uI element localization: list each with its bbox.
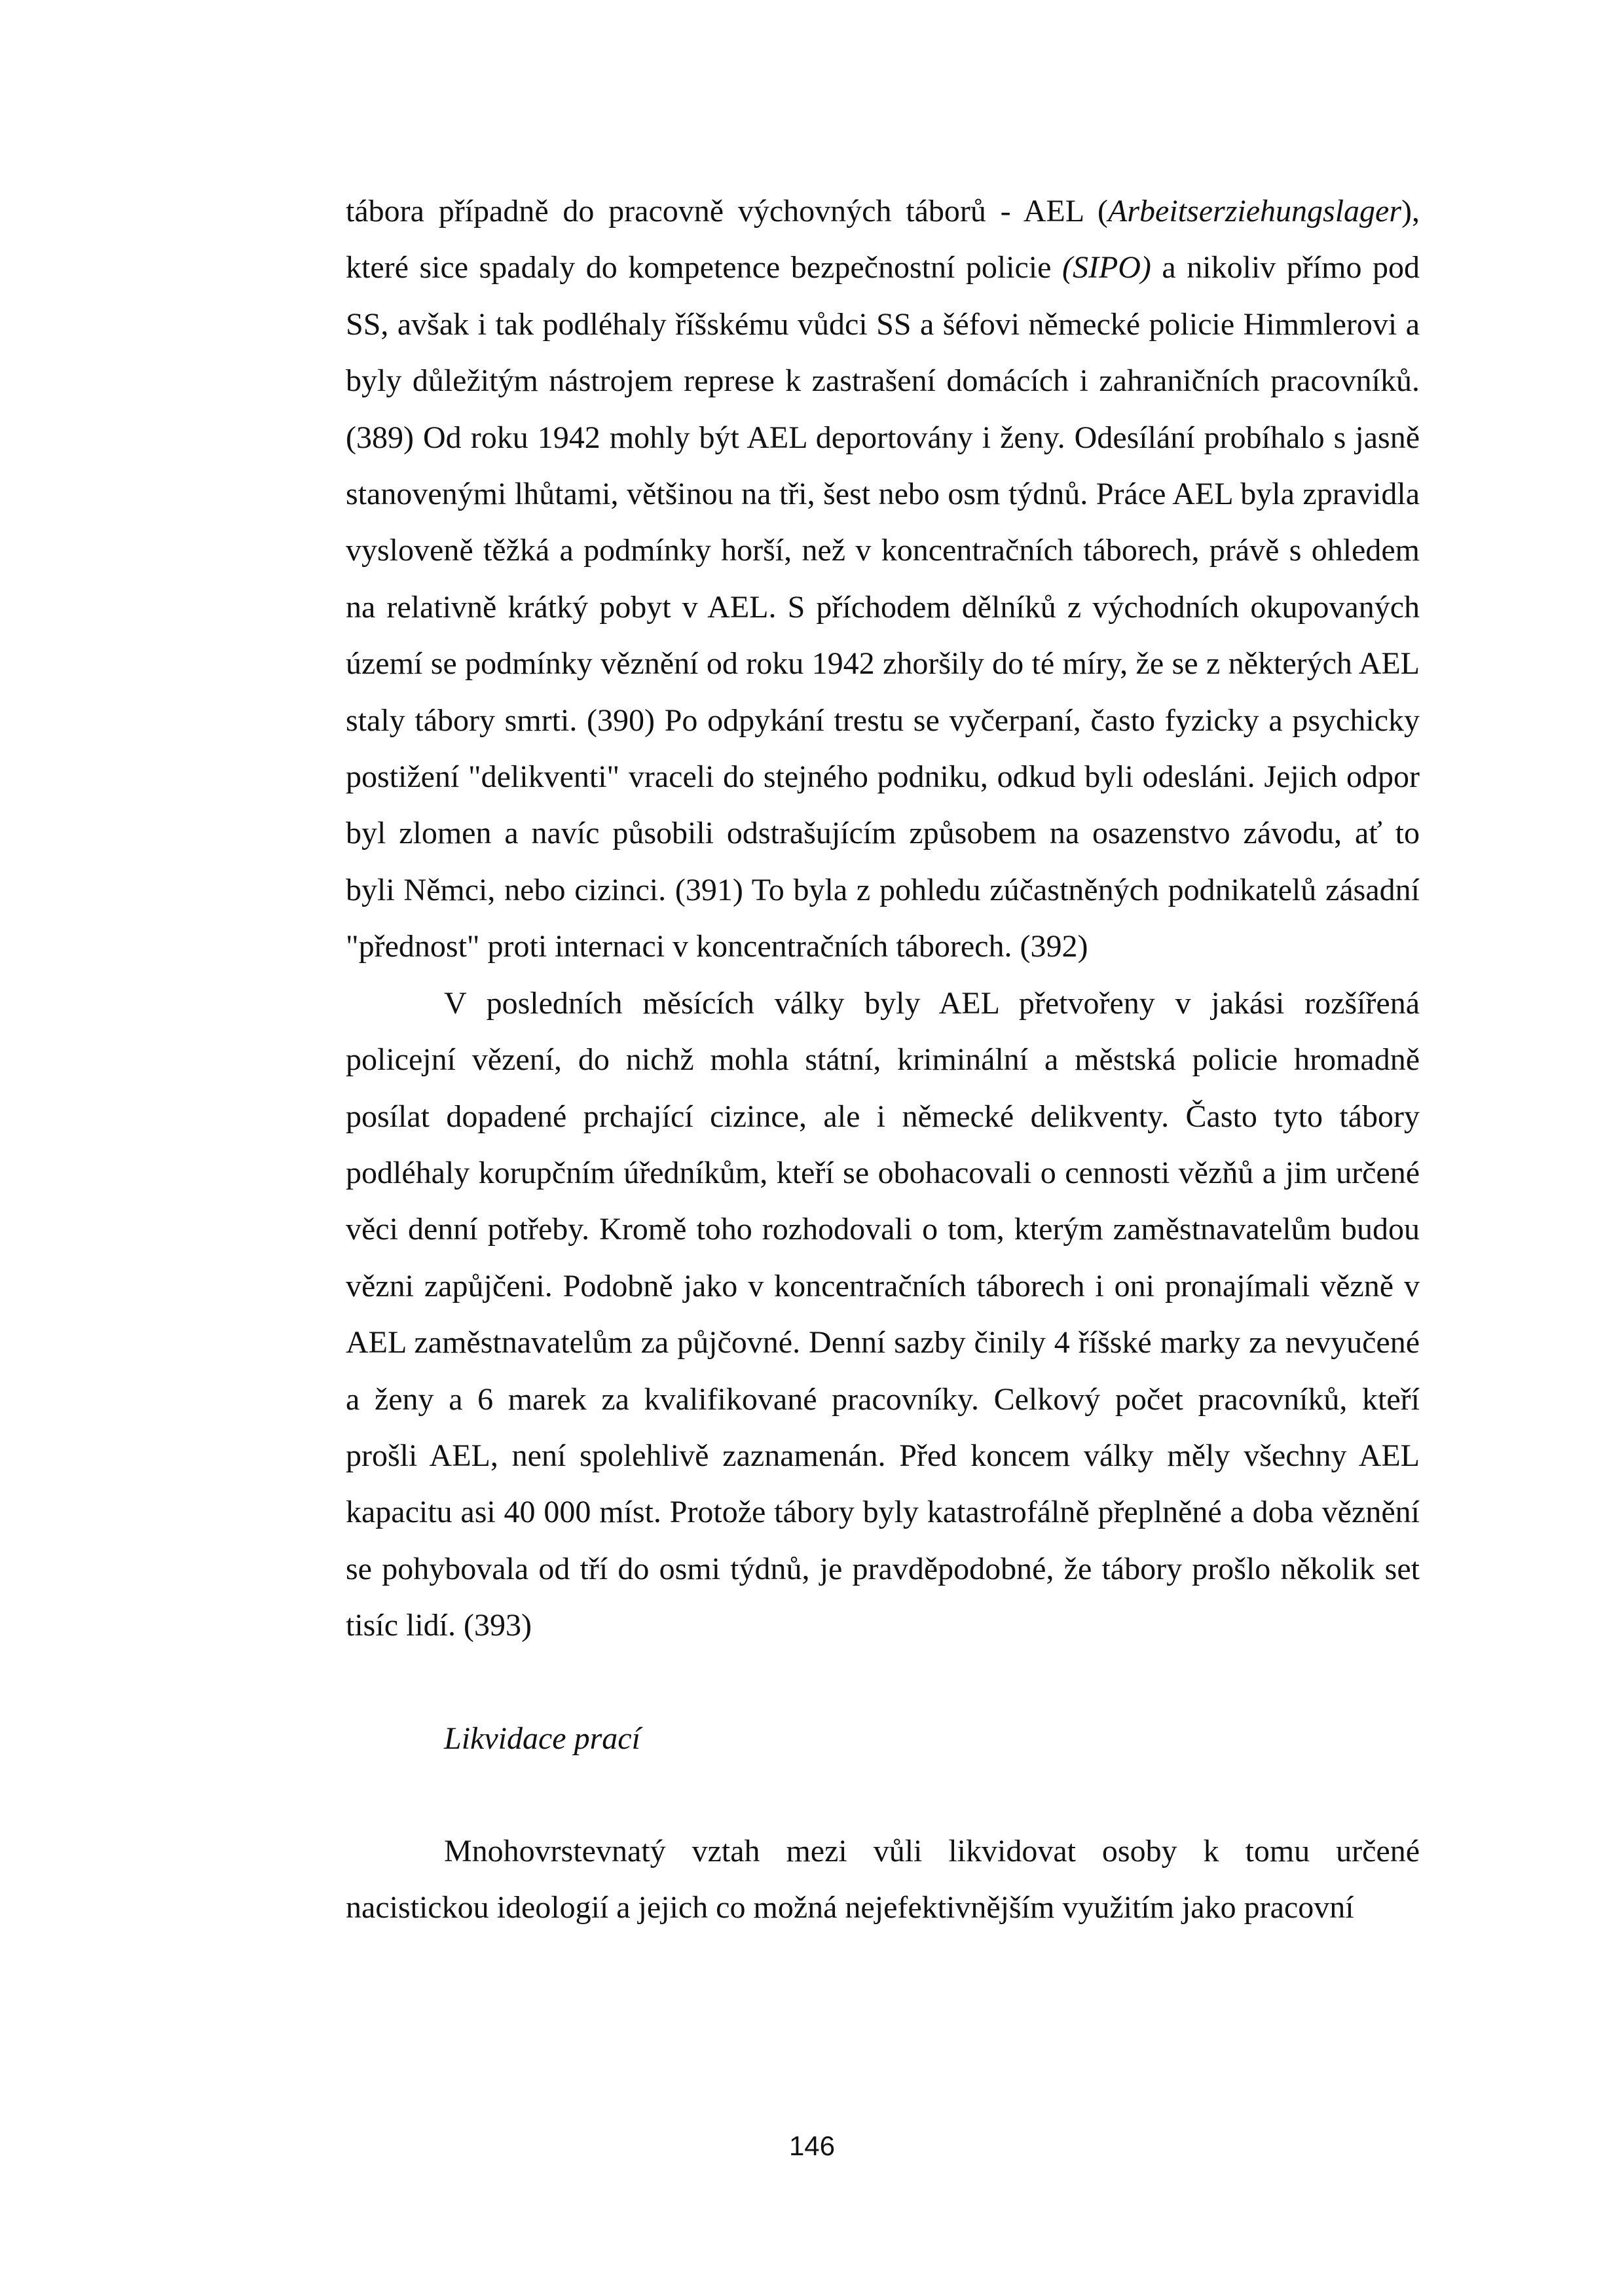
section-subheading: Likvidace prací: [444, 1721, 640, 1756]
page-number: 146: [788, 2130, 836, 2161]
text-segment: a nikoliv přímo pod SS, avšak i tak podléhaly říšskému vůdci SS a šéfovi německé policie Himmlerovi a byly důležitým nástrojem represe k zastrašení domácích i zahraničních pracovníků. (389) Od roku 1942 mohly být AEL deportovány i ženy. Odesílání probíhalo s jasně stanovenými lhůtami, většinou na tři, šest nebo osm týdnů. Práce AEL byla zpravidla vysloveně těžká a podmínky horší, než v koncentračních táborech, právě s ohledem na relativně krátký pobyt v AEL. S příchodem dělníků z východních okupovaných území se podmínky věznění od roku 1942 zhoršily do té míry, že se z některých AEL staly tábory smrti. (390) Po odpykání trestu se vyčerpaní, často fyzicky a psychicky postižení "delikventi" vraceli do stejného podniku, odkud byli odesláni. Jejich odpor byl zlomen a navíc působili odstrašujícím způsobem na osazenstvo závodu, ať to byli Němci, nebo cizinci. (391) To byla z pohledu zúčastněných podnikatelů zásadní "přednost" proti internaci v koncentračních táborech. (392): [346, 250, 1420, 964]
italic-term-arbeitserziehungslager: Arbeitserziehungslager: [1108, 194, 1402, 228]
text-segment: ), které sice spadaly do kompetence bezpečnostní policie: [346, 194, 1420, 285]
paragraph-2: [346, 975, 1420, 1654]
text-segment: V posledních měsících války byly AEL přetvořeny v jakási rozšířená policejní vězení, do nichž mohla státní, kriminální a městská policie hromadně posílat dopadené prchající cizince, ale i německé delikventy. Často tyto tábory podléhaly korupčním úředníkům, kteří se obohacovali o cennosti vězňů a jim určené věci denní potřeby. Kromě toho rozhodovali o tom, kterým zaměstnavatelům budou vězni zapůjčeni. Podobně jako v koncentračních táborech i oni pronajímali vězně v AEL zaměstnavatelům za půjčovné. Denní sazby činily 4 říšské marky za nevyučené a ženy a 6 marek za kvalifikované pracovníky. Celkový počet pracovníků, kteří prošli AEL, není spolehlivě zaznamenán. Před koncem války měly všechny AEL kapacitu asi 40 000 míst. Protože tábory byly katastrofálně přeplněné a doba věznění se pohybovala od tří do osmi týdnů, je pravděpodobné, že tábory prošlo několik set tisíc lidí. (393): [346, 985, 1420, 1643]
text-segment: tábora případně do pracovně výchovných táborů - AEL (: [346, 194, 1109, 228]
paragraph-1: [346, 183, 1420, 975]
italic-term-sipo: (SIPO): [1061, 250, 1151, 285]
paragraph-3: Mnohovrstevnatý vztah mezi vůli likvidovat osoby k tomu určené nacistickou ideologií a jejich co možná nejefektivnějším využitím jako pracovní: [346, 1833, 1420, 1925]
page-body: [346, 183, 1420, 1937]
